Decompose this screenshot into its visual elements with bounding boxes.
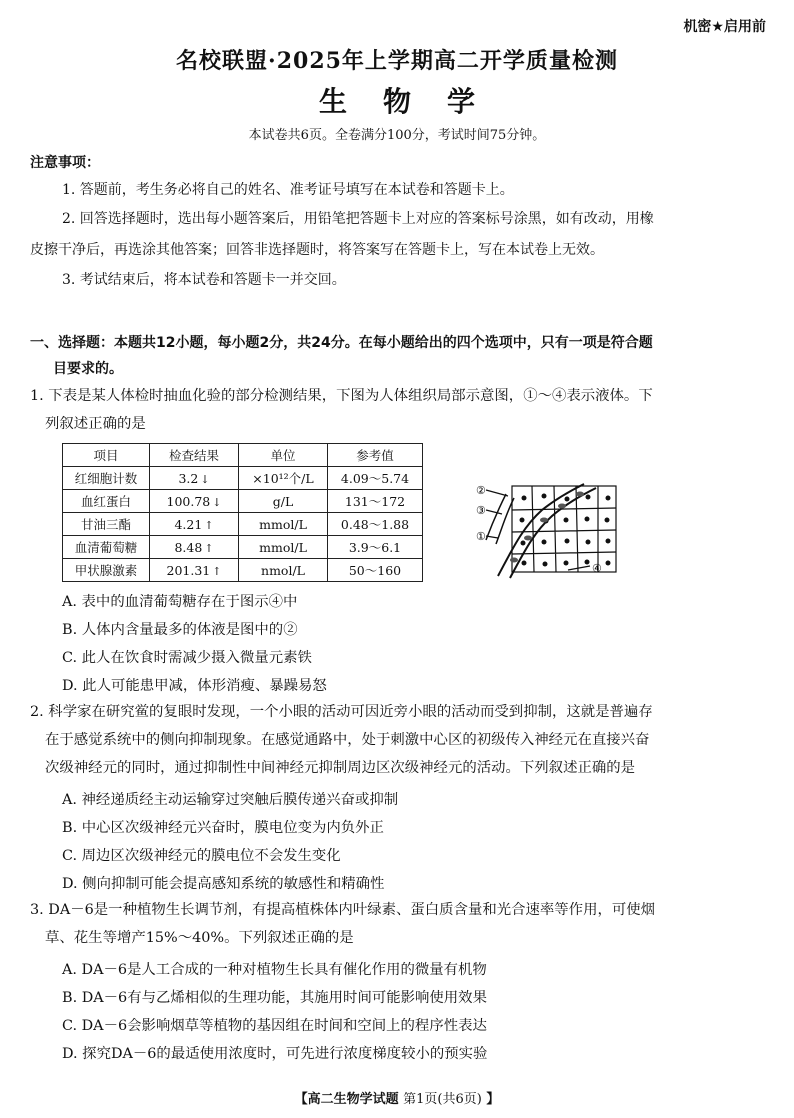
table-cell-item: 血清葡萄糖 <box>63 536 150 559</box>
notice-item-2-cont: 皮擦干净后，再选涂其他答案；回答非选择题时，将答案写在答题卡上，写在本试卷上无效。 <box>30 242 604 258</box>
q2-option-c[interactable]: C. 周边区次级神经元的膜电位不会发生变化 <box>62 848 341 864</box>
confidential-label: 机密★启用前 <box>683 19 766 35</box>
table-header: 单位 <box>239 444 328 467</box>
table-header: 参考值 <box>328 444 423 467</box>
subject-char: 学 <box>447 85 476 118</box>
down-arrow-icon: ↓ <box>212 495 222 509</box>
q1-option-a[interactable]: A. 表中的血清葡萄糖存在于图示④中 <box>62 594 298 610</box>
table-header: 项目 <box>63 444 150 467</box>
q2-line-2: 在于感觉系统中的侧向抑制现象。在感觉通路中，处于刺激中心区的初级传入神经元在直接兴奋 <box>45 732 650 748</box>
table-cell-ref: 3.9～6.1 <box>328 536 423 559</box>
table-cell-unit: mmol/L <box>239 536 328 559</box>
tissue-diagram <box>472 480 622 580</box>
q2-line-1: 2. 科学家在研究鲎的复眼时发现，一个小眼的活动可因近旁小眼的活动而受到抑制，这就是普遍存 <box>30 704 653 720</box>
table-cell-item: 红细胞计数 <box>63 467 150 490</box>
table-cell-result: 3.2 ↓ <box>150 467 239 490</box>
table-cell-item: 甲状腺激素 <box>63 559 150 582</box>
up-arrow-icon: ↑ <box>204 541 214 555</box>
table-cell-item: 甘油三酯 <box>63 513 150 536</box>
section-line-2: 目要求的。 <box>53 361 123 377</box>
section-line-1: 一、选择题：本题共12小题，每小题2分，共24分。在每小题给出的四个选项中，只有一项是符合题 <box>30 335 653 351</box>
blood-test-table <box>62 443 423 582</box>
exam-info: 本试卷共6页。全卷满分100分，考试时间75分钟。 <box>248 128 546 143</box>
table-cell-item: 血红蛋白 <box>63 490 150 513</box>
notice-title: 注意事项： <box>30 155 100 171</box>
q2-option-d[interactable]: D. 侧向抑制可能会提高感知系统的敏感性和精确性 <box>62 876 385 892</box>
q3-option-a[interactable]: A. DA－6是人工合成的一种对植物生长具有催化作用的微量有机物 <box>62 962 487 978</box>
down-arrow-icon: ↓ <box>200 472 210 486</box>
q3-option-b[interactable]: B. DA－6有与乙烯相似的生理功能，其施用时间可能影响使用效果 <box>62 990 487 1006</box>
q1-line-1: 1. 下表是某人体检时抽血化验的部分检测结果，下图为人体组织局部示意图，①～④表示液体。下 <box>30 388 653 404</box>
q1-option-b[interactable]: B. 人体内含量最多的体液是图中的② <box>62 622 298 638</box>
table-row <box>63 513 423 536</box>
table-row <box>63 536 423 559</box>
table-cell-unit: g/L <box>239 490 328 513</box>
table-cell-result: 4.21 ↑ <box>150 513 239 536</box>
table-cell-unit: nmol/L <box>239 559 328 582</box>
question-2-stem <box>30 698 770 782</box>
footer-right: 】 <box>486 1092 500 1107</box>
figure-label-3: ③ <box>476 504 486 517</box>
notice-item-1: 1. 答题前，考生务必将自己的姓名、准考证号填写在本试卷和答题卡上。 <box>62 182 514 198</box>
figure-label-2: ② <box>476 484 486 497</box>
q2-option-a[interactable]: A. 神经递质经主动运输穿过突触后膜传递兴奋或抑制 <box>62 792 399 808</box>
table-row <box>63 467 423 490</box>
table-cell-unit: mmol/L <box>239 513 328 536</box>
q2-option-b[interactable]: B. 中心区次级神经元兴奋时，膜电位变为内负外正 <box>62 820 384 836</box>
exam-title: 名校联盟·2025年上学期高二开学质量检测 <box>176 48 618 74</box>
q2-line-3: 次级神经元的同时，通过抑制性中间神经元抑制周边区次级神经元的活动。下列叙述正确的是 <box>45 760 636 776</box>
table-cell-ref: 0.48～1.88 <box>328 513 423 536</box>
q3-line-1: 3. DA－6是一种植物生长调节剂，有提高植株体内叶绿素、蛋白质含量和光合速率等作用，可使烟 <box>30 902 656 918</box>
figure-label-4: ④ <box>592 562 602 575</box>
subject-char: 物 <box>382 85 411 118</box>
q1-line-2: 列叙述正确的是 <box>45 416 146 432</box>
subject-char: 生 <box>318 85 347 118</box>
up-arrow-icon: ↑ <box>204 518 214 532</box>
up-arrow-icon: ↑ <box>212 564 222 578</box>
table-cell-ref: 131～172 <box>328 490 423 513</box>
table-cell-ref: 50～160 <box>328 559 423 582</box>
q1-option-d[interactable]: D. 此人可能患甲减，体形消瘦、暴躁易怒 <box>62 678 327 694</box>
table-row <box>63 559 423 582</box>
q3-option-d[interactable]: D. 探究DA－6的最适使用浓度时，可先进行浓度梯度较小的预实验 <box>62 1046 488 1062</box>
table-cell-result: 8.48 ↑ <box>150 536 239 559</box>
table-header: 检查结果 <box>150 444 239 467</box>
question-1-stem <box>30 382 770 438</box>
table-row <box>63 490 423 513</box>
footer-left: 【高二生物学试题 <box>294 1092 399 1107</box>
figure-label-1: ① <box>476 530 486 543</box>
notice-item-2: 2. 回答选择题时，选出每小题答案后，用铅笔把答题卡上对应的答案标号涂黑，如有改动，用橡 <box>62 211 654 227</box>
q1-option-c[interactable]: C. 此人在饮食时需减少摄入微量元素铁 <box>62 650 312 666</box>
table-cell-result: 201.31 ↑ <box>150 559 239 582</box>
page-number: 第1页(共6页) <box>403 1092 482 1107</box>
table-cell-unit: ×10¹²个/L <box>239 467 328 490</box>
table-cell-ref: 4.09～5.74 <box>328 467 423 490</box>
section-heading <box>30 330 770 382</box>
q3-line-2: 草、花生等增产15%～40%。下列叙述正确的是 <box>45 930 354 946</box>
q3-option-c[interactable]: C. DA－6会影响烟草等植物的基因组在时间和空间上的程序性表达 <box>62 1018 487 1034</box>
table-header-row <box>63 444 423 467</box>
question-3-stem <box>30 896 770 952</box>
notice-item-3: 3. 考试结束后，将本试卷和答题卡一并交回。 <box>62 272 346 288</box>
page-footer <box>0 1088 794 1107</box>
subject-title <box>0 80 794 120</box>
table-cell-result: 100.78 ↓ <box>150 490 239 513</box>
